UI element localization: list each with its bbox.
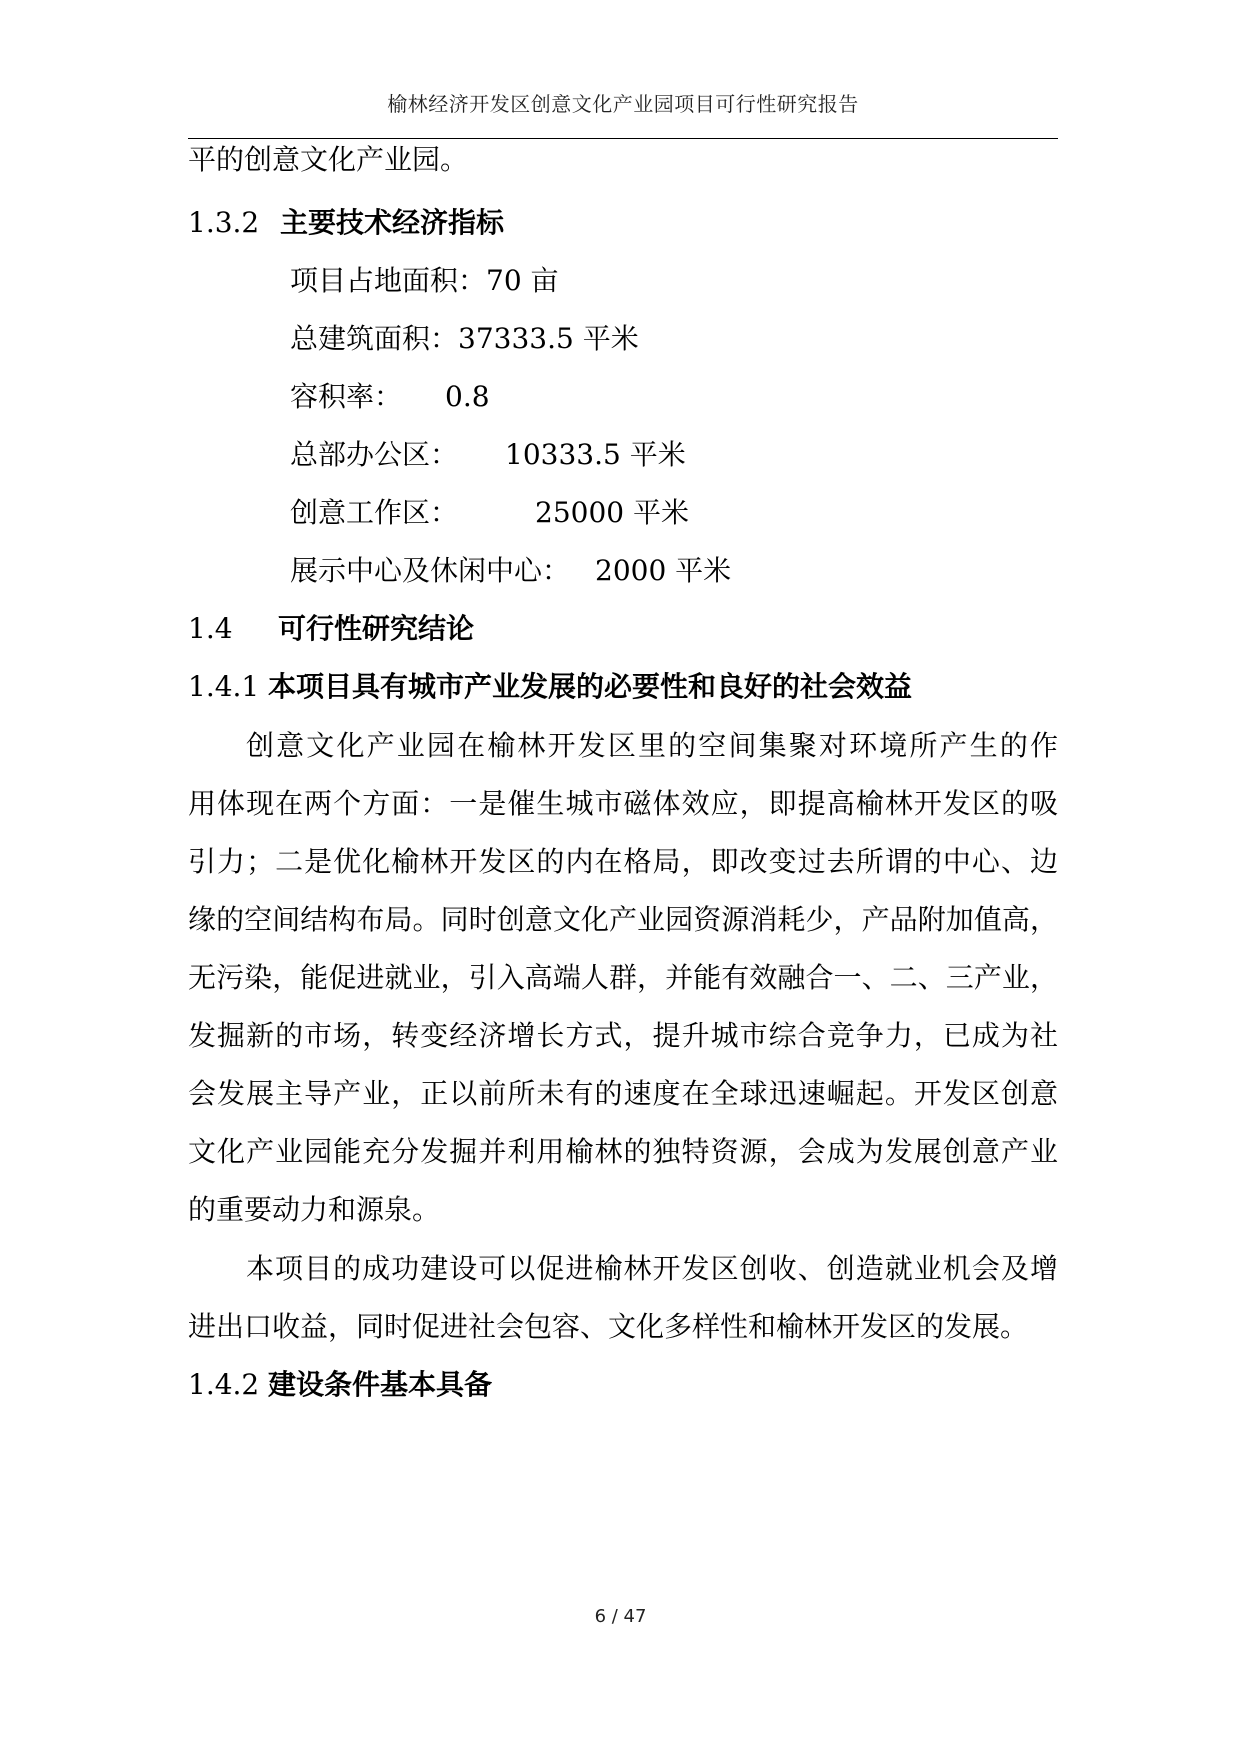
paragraph-line: 用体现在两个方面：一是催生城市磁体效应，即提高榆林开发区的吸 <box>188 787 1058 820</box>
running-header: 榆林经济开发区创意文化产业园项目可行性研究报告 <box>387 92 859 116</box>
header-divider <box>188 138 1058 139</box>
continuation-text: 平的创意文化产业园。 <box>188 143 469 176</box>
paragraph-line: 进出口收益，同时促进社会包容、文化多样性和榆林开发区的发展。 <box>188 1310 1029 1343</box>
metric-label: 项目占地面积： <box>290 264 487 297</box>
paragraph-line: 本项目的成功建设可以促进榆林开发区创收、创造就业机会及增 <box>246 1252 1058 1285</box>
section-title: 可行性研究结论 <box>278 612 475 645</box>
section-title: 主要技术经济指标 <box>280 206 505 239</box>
paragraph-line: 发掘新的市场，转变经济增长方式，提升城市综合竞争力，已成为社 <box>188 1019 1058 1052</box>
section-number: 1.4.1 <box>188 670 260 703</box>
metric-value: 0.8 <box>445 380 490 413</box>
metric-row <box>290 496 689 529</box>
metric-label: 总建筑面积： <box>290 322 459 355</box>
metric-label: 创意工作区： <box>290 496 459 529</box>
metric-row <box>290 322 639 355</box>
paragraph-line: 无污染，能促进就业，引入高端人群，并能有效融合一、二、三产业， <box>188 961 1058 994</box>
paragraph-line: 引力；二是优化榆林开发区的内在格局，即改变过去所谓的中心、边 <box>188 845 1058 878</box>
metric-label: 容积率： <box>290 380 403 413</box>
metric-row <box>290 554 732 587</box>
section-heading-1-4-2 <box>188 1368 493 1401</box>
paragraph-line: 会发展主导产业，正以前所未有的速度在全球迅速崛起。开发区创意 <box>188 1077 1058 1110</box>
section-title: 本项目具有城市产业发展的必要性和良好的社会效益 <box>268 670 913 703</box>
paragraph-line: 的重要动力和源泉。 <box>188 1193 441 1226</box>
paragraph-line: 缘的空间结构布局。同时创意文化产业园资源消耗少，产品附加值高， <box>188 903 1058 936</box>
metric-value: 37333.5 平米 <box>458 322 639 355</box>
section-title: 建设条件基本具备 <box>268 1368 493 1401</box>
metric-label: 总部办公区： <box>290 438 459 471</box>
section-number: 1.4 <box>188 612 233 645</box>
metric-row <box>290 264 559 297</box>
section-number: 1.3.2 <box>188 206 260 239</box>
section-heading-1-4 <box>188 612 475 645</box>
page-number: 6 / 47 <box>594 1606 647 1627</box>
metric-row <box>290 380 490 413</box>
metric-value: 70 亩 <box>486 264 559 297</box>
metric-value: 25000 平米 <box>535 496 689 529</box>
section-number: 1.4.2 <box>188 1368 260 1401</box>
metric-label: 展示中心及休闲中心： <box>290 554 571 587</box>
metric-row <box>290 438 686 471</box>
section-heading-1-3-2 <box>188 206 505 239</box>
paragraph-line: 文化产业园能充分发掘并利用榆林的独特资源，会成为发展创意产业 <box>188 1135 1058 1168</box>
metric-value: 10333.5 平米 <box>505 438 686 471</box>
section-heading-1-4-1 <box>188 670 913 703</box>
paragraph-line: 创意文化产业园在榆林开发区里的空间集聚对环境所产生的作 <box>246 729 1058 762</box>
metric-value: 2000 平米 <box>595 554 732 587</box>
